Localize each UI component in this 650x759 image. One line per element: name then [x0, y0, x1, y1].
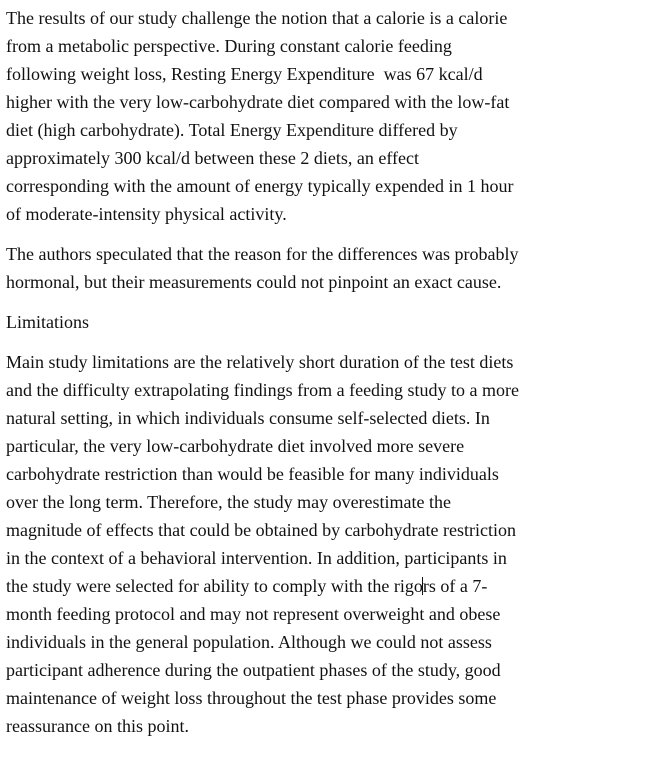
text-line: participant adherence during the outpatient phases of the study, good: [6, 660, 501, 680]
text-line: from a metabolic perspective. During constant calorie feeding: [6, 36, 452, 56]
text-after-cursor: rs of a 7-: [422, 576, 488, 596]
text-line: Main study limitations are the relatively short duration of the test diets: [6, 352, 514, 372]
section-heading-limitations[interactable]: [6, 308, 650, 336]
heading-text: Limitations: [6, 312, 89, 332]
paragraph-results[interactable]: [6, 4, 650, 228]
paragraph-limitations[interactable]: [6, 348, 650, 740]
document-body[interactable]: [6, 4, 650, 740]
text-line: month feeding protocol and may not represent overweight and obese: [6, 604, 501, 624]
text-line: reassurance on this point.: [6, 716, 189, 736]
text-line: maintenance of weight loss throughout the test phase provides some: [6, 688, 497, 708]
text-line: and the difficulty extrapolating findings from a feeding study to a more: [6, 380, 520, 400]
text-line: approximately 300 kcal/d between these 2 diets, an effect: [6, 148, 420, 168]
text-line: over the long term. Therefore, the study may overestimate the: [6, 492, 452, 512]
text-line: particular, the very low-carbohydrate diet involved more severe: [6, 436, 465, 456]
text-line: corresponding with the amount of energy typically expended in 1 hour: [6, 176, 514, 196]
text-line: diet (high carbohydrate). Total Energy Expenditure differed by: [6, 120, 458, 140]
text-line: of moderate-intensity physical activity.: [6, 204, 287, 224]
text-line: The results of our study challenge the notion that a calorie is a calorie: [6, 8, 508, 28]
text-line: carbohydrate restriction than would be feasible for many individuals: [6, 464, 499, 484]
paragraph-speculation[interactable]: [6, 240, 650, 296]
text-line: individuals in the general population. Although we could not assess: [6, 632, 492, 652]
text-line: hormonal, but their measurements could not pinpoint an exact cause.: [6, 272, 502, 292]
text-line: following weight loss, Resting Energy Expenditure was 67 kcal/d: [6, 64, 483, 84]
text-line: The authors speculated that the reason for the differences was probably: [6, 244, 519, 264]
text-line: in the context of a behavioral intervention. In addition, participants in: [6, 548, 507, 568]
text-line-with-cursor: [6, 572, 650, 600]
text-line: magnitude of effects that could be obtained by carbohydrate restriction: [6, 520, 516, 540]
text-line: higher with the very low-carbohydrate diet compared with the low-fat: [6, 92, 510, 112]
text-before-cursor: the study were selected for ability to comply with the rigo: [6, 576, 423, 596]
text-line: natural setting, in which individuals consume self-selected diets. In: [6, 408, 490, 428]
